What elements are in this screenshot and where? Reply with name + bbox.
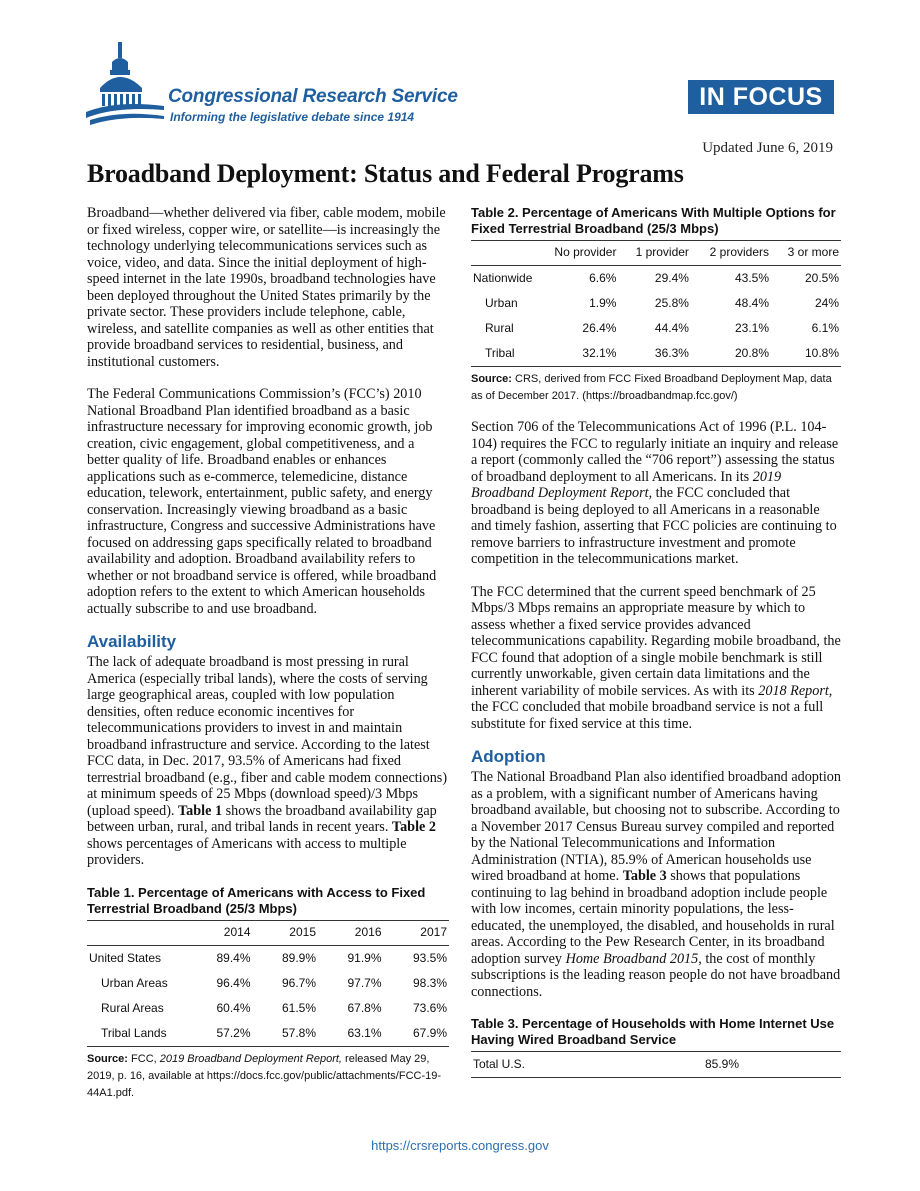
page-header (0, 0, 920, 156)
row-label: Rural Areas (101, 1000, 164, 1015)
table-row (471, 316, 841, 341)
table3-reference: Table 3 (622, 868, 667, 884)
table3-block (471, 1016, 841, 1078)
table-cell: 96.7% (281, 975, 316, 990)
table1-block (87, 885, 449, 1102)
table-cell: 32.1% (535, 341, 618, 367)
table-cell: 93.5% (412, 950, 447, 965)
table-row (471, 1052, 841, 1078)
table-cell: 43.5% (734, 271, 770, 285)
table-row (87, 971, 449, 996)
table-row (471, 266, 841, 292)
table1-reference: Table 1 (178, 802, 223, 819)
org-name: Congressional Research Service (168, 86, 458, 107)
row-label: Rural (485, 321, 514, 335)
table-cell: 63.1% (318, 1021, 384, 1047)
table-cell: 20.8% (691, 341, 771, 367)
updated-date: Updated June 6, 2019 (702, 140, 833, 156)
table-cell: 24% (814, 296, 839, 310)
table-cell: 10.8% (771, 341, 841, 367)
table-cell: 60.4% (216, 1000, 251, 1015)
table-cell: 85.9% (703, 1052, 841, 1078)
table2-col-header (471, 241, 535, 266)
table2-col-header: 1 provider (618, 241, 691, 266)
table3-caption: Table 3. Percentage of Households with Home Internet Use Having Wired Broadband Service (471, 1016, 835, 1047)
table2-col-header: 3 or more (771, 241, 841, 266)
table2-block (471, 205, 841, 405)
table1-col-header: 2015 (253, 920, 319, 945)
table2-col-header: 2 providers (691, 241, 771, 266)
speed-benchmark-paragraph: The FCC determined that the current speed benchmark of 25 Mbps/3 Mbps remains an appropriate measure by which to assess whether a fixed service provides advanced telecommunications capability. Regarding mobile broadband, the FCC found that adoption of a single mobile benchmark is still currently unworkable, given certain data limitations and the inherent variability of mobile services. As with its 2018 Report, the FCC concluded that mobile broadband service is not a full substitute for fixed service at this time. (471, 583, 841, 732)
row-label: Tribal (471, 341, 535, 367)
row-label: Tribal Lands (87, 1021, 187, 1047)
row-label: Nationwide (473, 271, 533, 285)
table2 (471, 240, 841, 367)
table-cell: 96.4% (216, 975, 251, 990)
table-cell: 57.8% (253, 1021, 319, 1047)
table-cell: 29.4% (654, 271, 689, 285)
right-column (471, 205, 841, 1078)
table-cell: 44.4% (654, 321, 689, 335)
table-cell: 23.1% (734, 321, 770, 335)
table1-col-header: 2017 (384, 920, 450, 945)
table-row (87, 996, 449, 1021)
table1-col-header: 2016 (318, 920, 384, 945)
document-title: Broadband Deployment: Status and Federal Programs (87, 159, 684, 188)
national-plan-paragraph: The Federal Communications Commission’s (FCC’s) 2010 National Broadband Plan identified broadband as a basic infrastructure necessary for improving economic growth, job creation, civic engagement, global competitiveness, and a better quality of life. Broadband enables or enhances applications such as e-commerce, telemedicine, distance education, telework, entertainment, public safety, and energy conservation. Increasingly viewing broadband as a basic infrastructure, Congress and successive Administrations have focused on addressing gaps specifically related to broadband availability and adoption. Broadband availability refers to whether or not broadband service is offered, while broadband adoption refers to the extent to which American households actually subscribe to and use broadband. (87, 386, 437, 617)
table-cell: 26.4% (582, 321, 617, 335)
table-cell: 6.6% (589, 271, 617, 285)
table1-header-row (87, 920, 449, 945)
table-cell: 1.9% (589, 296, 617, 310)
table-cell: 67.9% (384, 1021, 450, 1047)
in-focus-badge: IN FOCUS (688, 80, 834, 114)
table-cell: 89.4% (216, 950, 251, 965)
table-cell: 48.4% (734, 296, 770, 310)
left-column (87, 205, 449, 1102)
table1-col-header (87, 920, 187, 945)
table-cell: 89.9% (281, 950, 316, 965)
table1-caption: Table 1. Percentage of Americans with Access to Fixed Terrestrial Broadband (25/3 Mbps) (87, 884, 426, 916)
table1 (87, 920, 449, 1047)
table-cell: 57.2% (187, 1021, 253, 1047)
table2-caption: Table 2. Percentage of Americans With Multiple Options for Fixed Terrestrial Broadband (25/3 Mbps) (471, 205, 836, 236)
table-row (471, 291, 841, 316)
table-cell: 97.7% (347, 975, 382, 990)
table-row (87, 945, 449, 971)
table-cell: 98.3% (412, 975, 447, 990)
table2-source: Source: CRS, derived from FCC Fixed Broadband Deployment Map, data as of December 2017. (https://broadbandmap.fcc.gov/) (471, 373, 832, 402)
row-label: Urban Areas (101, 975, 168, 990)
availability-heading: Availability (87, 632, 177, 651)
table3 (471, 1051, 841, 1078)
adoption-paragraph: The National Broadband Plan also identified broadband adoption as a problem, with a significant number of Americans having broadband available, but choosing not to subscribe. According to a November 2017 Census Bureau survey compiled and reported by the National Telecommunications and Information Administration (NTIA), 85.9% of American households use wired broadband at home. Table 3 shows that populations continuing to lag behind in broadband adoption include people with low incomes, certain minority populations, the less-educated, the unemployed, the disabled, and households in rural areas. According to the Pew Research Center, in its broadband adoption survey Home Broadband 2015, the cost of monthly subscriptions is the leading reason people do not have broadband connections. (471, 769, 841, 1000)
footer-url[interactable]: https://crsreports.congress.gov (371, 1138, 549, 1153)
table-cell: 91.9% (347, 950, 382, 965)
row-label: Total U.S. (471, 1052, 703, 1078)
table-cell: 73.6% (412, 1000, 447, 1015)
row-label: United States (89, 950, 162, 965)
table-cell: 67.8% (347, 1000, 382, 1015)
capitol-dome-logo-icon (86, 40, 166, 136)
availability-paragraph: The lack of adequate broadband is most pressing in rural America (especially tribal lands), where the costs of serving large geographical areas, coupled with low population densities, often reduce economic incentives for telecommunications providers to invest in and maintain broadband infrastructure and service. According to the latest FCC data, in Dec. 2017, 93.5% of Americans had fixed terrestrial broadband (e.g., fiber and cable modem connections) at minimum speeds of 25 Mbps (download speed)/3 Mbps (upload speed). Table 1 shows the broadband availability gap between urban, rural, and tribal lands in recent years. Table 2 shows percentages of Americans with access to multiple providers. (87, 654, 448, 868)
table-row (87, 1021, 449, 1047)
org-tagline: Informing the legislative debate since 1914 (170, 110, 415, 124)
table2-col-header: No provider (535, 241, 618, 266)
adoption-heading: Adoption (471, 747, 546, 766)
table1-source: Source: FCC, 2019 Broadband Deployment Report, released May 29, 2019, p. 16, available at https://docs.fcc.gov/public/attachments/FCC-19-44A1.pdf. (87, 1052, 442, 1099)
table-row (471, 341, 841, 367)
table-cell: 20.5% (804, 271, 839, 285)
table-cell: 25.8% (654, 296, 689, 310)
intro-paragraph: Broadband—whether delivered via fiber, cable modem, mobile or fixed wireless, copper wire, or satellite—is increasingly the technology underlying telecommunications services such as voice, video, and data. Since the initial deployment of high-speed internet in the late 1990s, broadband technologies have been deployed throughout the United States primarily by the private sector. These providers include telephone, cable, wireless, and satellite companies as well as other entities that provide broadband services to residential, business, and institutional customers. (87, 205, 446, 370)
table2-header-row (471, 241, 841, 266)
table1-col-header: 2014 (187, 920, 253, 945)
table-cell: 61.5% (281, 1000, 316, 1015)
table-cell: 36.3% (618, 341, 691, 367)
row-label: Urban (485, 296, 518, 310)
table2-reference: Table 2 (391, 819, 436, 835)
table-cell: 6.1% (811, 321, 839, 335)
section-706-paragraph: Section 706 of the Telecommunications Act of 1996 (P.L. 104-104) requires the FCC to regularly initiate an inquiry and release a report (commonly called the “706 report”) assessing the status of broadband deployment to all Americans. In its 2019 Broadband Deployment Report, the FCC concluded that broadband is being deployed to all Americans in a reasonable and timely fashion, asserting that FCC policies are continuing to remove barriers to infrastructure investment and promote competition in the telecommunications market. (471, 419, 839, 567)
